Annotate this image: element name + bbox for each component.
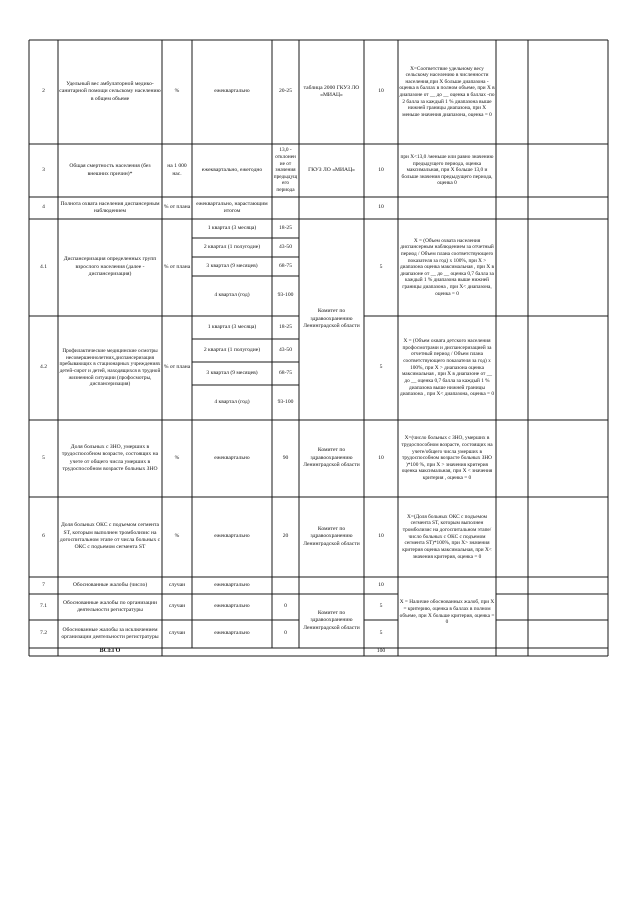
row-7-formula: X = Наличие обоснованных жалоб, при X = критерию, оценка в баллах в полном объеме, при X больше критерия, оценка = 0 [399,599,495,626]
row-7-name: Обоснованные жалобы (число) [72,581,148,588]
row-7-number: 7 [42,581,45,588]
row-6-source: Комитет по здравоохранению Ленинградской области [303,525,360,547]
row-7-1-target: 0 [284,603,287,610]
total-weight: 100 [376,648,386,655]
row-4-2-target-q2: 43-50 [278,346,293,353]
row-4-weight: 10 [378,204,384,211]
row-4-2-target-q1: 18-25 [278,323,293,330]
row-7-weight: 10 [378,581,384,588]
row-4-1-period-q2: 2 квартал (1 полугодие) [203,243,261,250]
row-4-1-unit: % от плана [163,263,191,270]
row-5-weight: 10 [378,454,384,461]
row-4-period: ежеквартально, нарастающим итогом [196,200,268,214]
row-7-1-name: Обоснованные жалобы по организации деятельности регистратуры [63,599,157,613]
total-label: ВСЕГО [99,648,121,655]
row-7-period: ежеквартально [214,581,250,588]
row-4-2-target-q4: 93-100 [277,398,294,405]
row-6-formula: X=(Доля больных ОКС с подъемом сегмента ST, которым выполнен тромболизис на догоспитальном этапе/ число больных с ОКС с подъемом сегмента ST)*100%, при X> значения критерия оценка максимальная, при X< значения критерия, оценка = 0 [402,513,492,560]
row-2-formula: X=Соответствие удельному весу сельскому населению в численности населения,при X больше диапазона - оценка в баллах в полном объеме, при X в диапазоне от __ до __ оценка в баллах -по 2 балла за каждый 1 % диапазона выше нижней границы диапазона, при X меньше значения диапазона, оценка = 0 [399,65,495,118]
row-5-target: 90 [282,454,289,461]
row-4-1-target-q1: 18-25 [278,224,293,231]
row-6-target: 20 [282,533,289,540]
row-6-name: Доля больных ОКС с подъемом сегмента ST, которым выполнен тромболизис на догоспитальном этапе от числа больных с ОКС с подъемом сегмента ST [59,522,161,551]
row-3-name: Общая смертность населения (без внешних причин)* [69,163,151,177]
row-4-2-period-q3: 3 квартал (9 месяцев) [206,369,258,376]
row-3-formula: при X<13,0 /меньше или равно значению предыдущего периода, оценка максимальная, при X больше 13,0 и больше значения предыдущего периода, оценка 0 [400,153,494,187]
row-7-source: Комитет по здравоохранению Ленинградской области [303,609,360,631]
row-7-1-weight: 5 [379,603,383,610]
row-4-1-number: 4.1 [40,263,47,270]
row-2-name: Удельный вес амбулаторной медико-санитарной помощи сельскому населению в общем объеме [59,80,161,102]
row-2-source: таблица 2000 ГКУЗ ЛО «МИАЦ» [303,84,360,98]
row-4-2-number: 4.2 [40,364,47,371]
row-7-2-name: Обоснованные жалобы за исключением организации деятельности регистратуры [61,626,159,640]
row-4-1-target-q3: 68-75 [278,262,293,269]
row-3-target: 13,0 - отклонен ие от значения предыдущ его периода [273,147,298,194]
row-7-2-period: ежеквартально [214,630,250,637]
row-7-1-unit: случаи [168,603,186,610]
row-4-1-target-q4: 93-100 [277,292,294,299]
row-4-source: Комитет по здравоохранению Ленинградской области [303,308,360,330]
row-4-2-period-q1: 1 квартал (3 месяца) [207,323,257,330]
row-7-unit: случаи [168,581,186,588]
row-4-2-period-q2: 2 квартал (1 полугодие) [203,346,261,353]
row-2-number: 2 [42,88,45,95]
row-5-number: 5 [42,454,45,461]
row-4-2-period-q4: 4 квартал (год) [214,398,250,405]
row-4-1-period-q1: 1 квартал (3 месяца) [207,224,257,231]
row-7-2-target: 0 [284,630,287,637]
row-5-formula: X=(число больных с ЗНО, умерших в трудоспособном возрасте, состоящих на учете/общего числа умерших в трудоспособном возрасте больных ЗНО )*100 %, при X > значения критерия оценка максимальная, при X < значения критерия , оценка = 0 [401,435,493,482]
row-4-name: Полнота охвата населения диспансерным наблюдением [60,200,160,214]
row-4-2-weight: 5 [379,364,383,371]
row-4-1-period-q3: 3 квартал (9 месяцев) [206,262,258,269]
row-6-period: ежеквартально [214,533,250,540]
row-5-name: Доля больных с ЗНО, умерших в трудоспособном возрасте, состоящих на учете от общего числа умерших в трудоспособном возрасте больных ЗНО [61,443,159,472]
row-7-2-number: 7.2 [40,630,47,637]
row-7-2-weight: 5 [379,630,383,637]
row-4-2-formula: X = (Объем охвата детского населения профосмотрами и диспансеризацией за отчетный период / Объем плана соответствующего показателя за год) x 100%, при X > диапазона оценка максимальная , при X в диапазоне от __ до __ оценка 0,7 балла за каждый 1 % диапазона выше нижней границы диапазона , при X< диапазона, оценка = 0 [400,338,494,398]
row-4-2-name: Профилактические медицинские осмотры несовершеннолетних,диспансеризация пребывающих в стационарных учреждениях детей-сирот и детей, находящихся в трудной жизненной ситуации (профосмотры, диспансеризация) [59,348,161,388]
row-4-2-target-q3: 68-75 [278,369,293,376]
row-3-weight: 10 [378,166,384,173]
row-4-1-name: Диспансеризация определенных групп взрослого населения (далее - диспансеризация) [63,256,157,278]
row-4-number: 4 [42,204,45,211]
row-4-unit: % от плана [163,204,191,211]
row-4-1-weight: 5 [379,263,383,270]
row-2-unit: % [174,88,180,95]
row-6-weight: 10 [378,533,384,540]
row-4-1-target-q2: 43-50 [278,243,293,250]
row-3-source: ГКУЗ ЛО «МИАЦ» [308,166,355,173]
row-3-period: ежеквартально, ежегодно [201,166,263,173]
row-7-2-unit: случаи [168,630,186,637]
row-4-2-unit: % от плана [163,364,191,371]
row-4-1-period-q4: 4 квартал (год) [214,292,250,299]
row-2-weight: 10 [378,88,384,95]
row-3-number: 3 [42,166,45,173]
row-3-unit: на 1 000 нас. [167,163,187,177]
row-2-target: 20-25 [278,88,293,95]
row-5-period: ежеквартально [214,454,250,461]
row-7-1-period: ежеквартально [214,603,250,610]
row-5-unit: % [174,454,180,461]
row-2-period: ежеквартально [214,88,250,95]
row-6-unit: % [174,533,180,540]
row-4-1-formula: X = (Объем охвата населения диспансерным наблюдением за отчетный период / Объем плана соответствующего показателя за год) x 100%, при X > диапазона оценка максимальная , при X в диапазоне от __ до __ оценка 0,7 балла за каждый 1 % диапазона выше нижней границы диапазона , при X< диапазона, оценка = 0 [399,237,494,297]
row-6-number: 6 [42,533,45,540]
row-7-1-number: 7.1 [40,603,47,610]
row-5-source: Комитет по здравоохранению Ленинградской области [303,447,360,469]
